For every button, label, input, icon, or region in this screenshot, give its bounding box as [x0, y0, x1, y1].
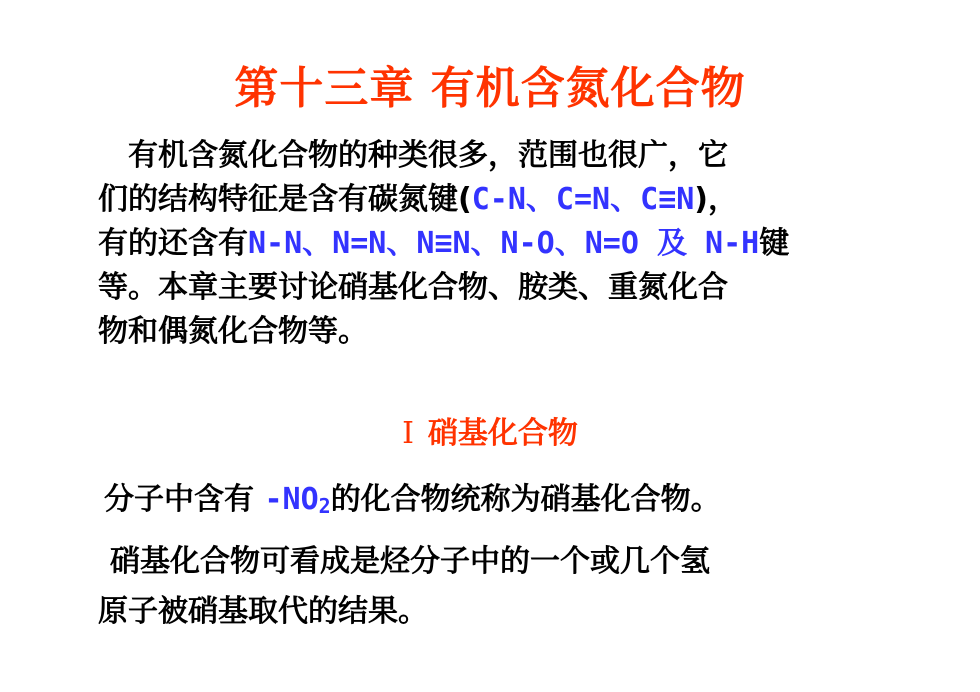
intro-text-2-prefix: 们的结构特征是含有碳氮键( [98, 182, 472, 217]
intro-line-4: 等。本章主要讨论硝基化合物、胺类、重氮化合 [98, 270, 728, 305]
intro-line-2 [98, 178, 918, 222]
intro-line-5: 物和偶氮化合物等。 [98, 314, 368, 349]
section-numeral: Ⅰ [402, 416, 414, 451]
nitro-group [264, 482, 330, 517]
definition-suffix: 的化合物统称为硝基化合物。 [330, 482, 721, 517]
explanation-line-1: 硝基化合物可看成是烃分子中的一个或几个氢 [110, 544, 710, 579]
definition-prefix: 分子中含有 [104, 482, 265, 517]
nn-bonds: N-N、N=N、N≡N、N-O、N=O 及 N-H [248, 226, 760, 261]
definition-line [104, 478, 924, 528]
section-heading [0, 408, 980, 452]
intro-text-1: 有机含氮化合物的种类很多，范围也很广，它 [128, 138, 728, 173]
explanation-line-2: 原子被硝基取代的结果。 [98, 594, 428, 629]
cn-bonds: C-N、C=N、C≡N [471, 182, 695, 217]
intro-line-3 [98, 222, 918, 266]
intro-line-1 [98, 134, 918, 178]
nitro-group-text: -NO [264, 482, 319, 517]
nitro-group-subscript: 2 [318, 494, 331, 518]
intro-text-3-prefix: 有的还含有 [98, 226, 248, 261]
chapter-title: 第十三章 有机含氮化合物 [234, 63, 746, 114]
section-title: 硝基化合物 [427, 416, 578, 451]
intro-text-2-suffix: )， [694, 182, 738, 217]
intro-text-3-suffix: 键 [759, 226, 790, 261]
